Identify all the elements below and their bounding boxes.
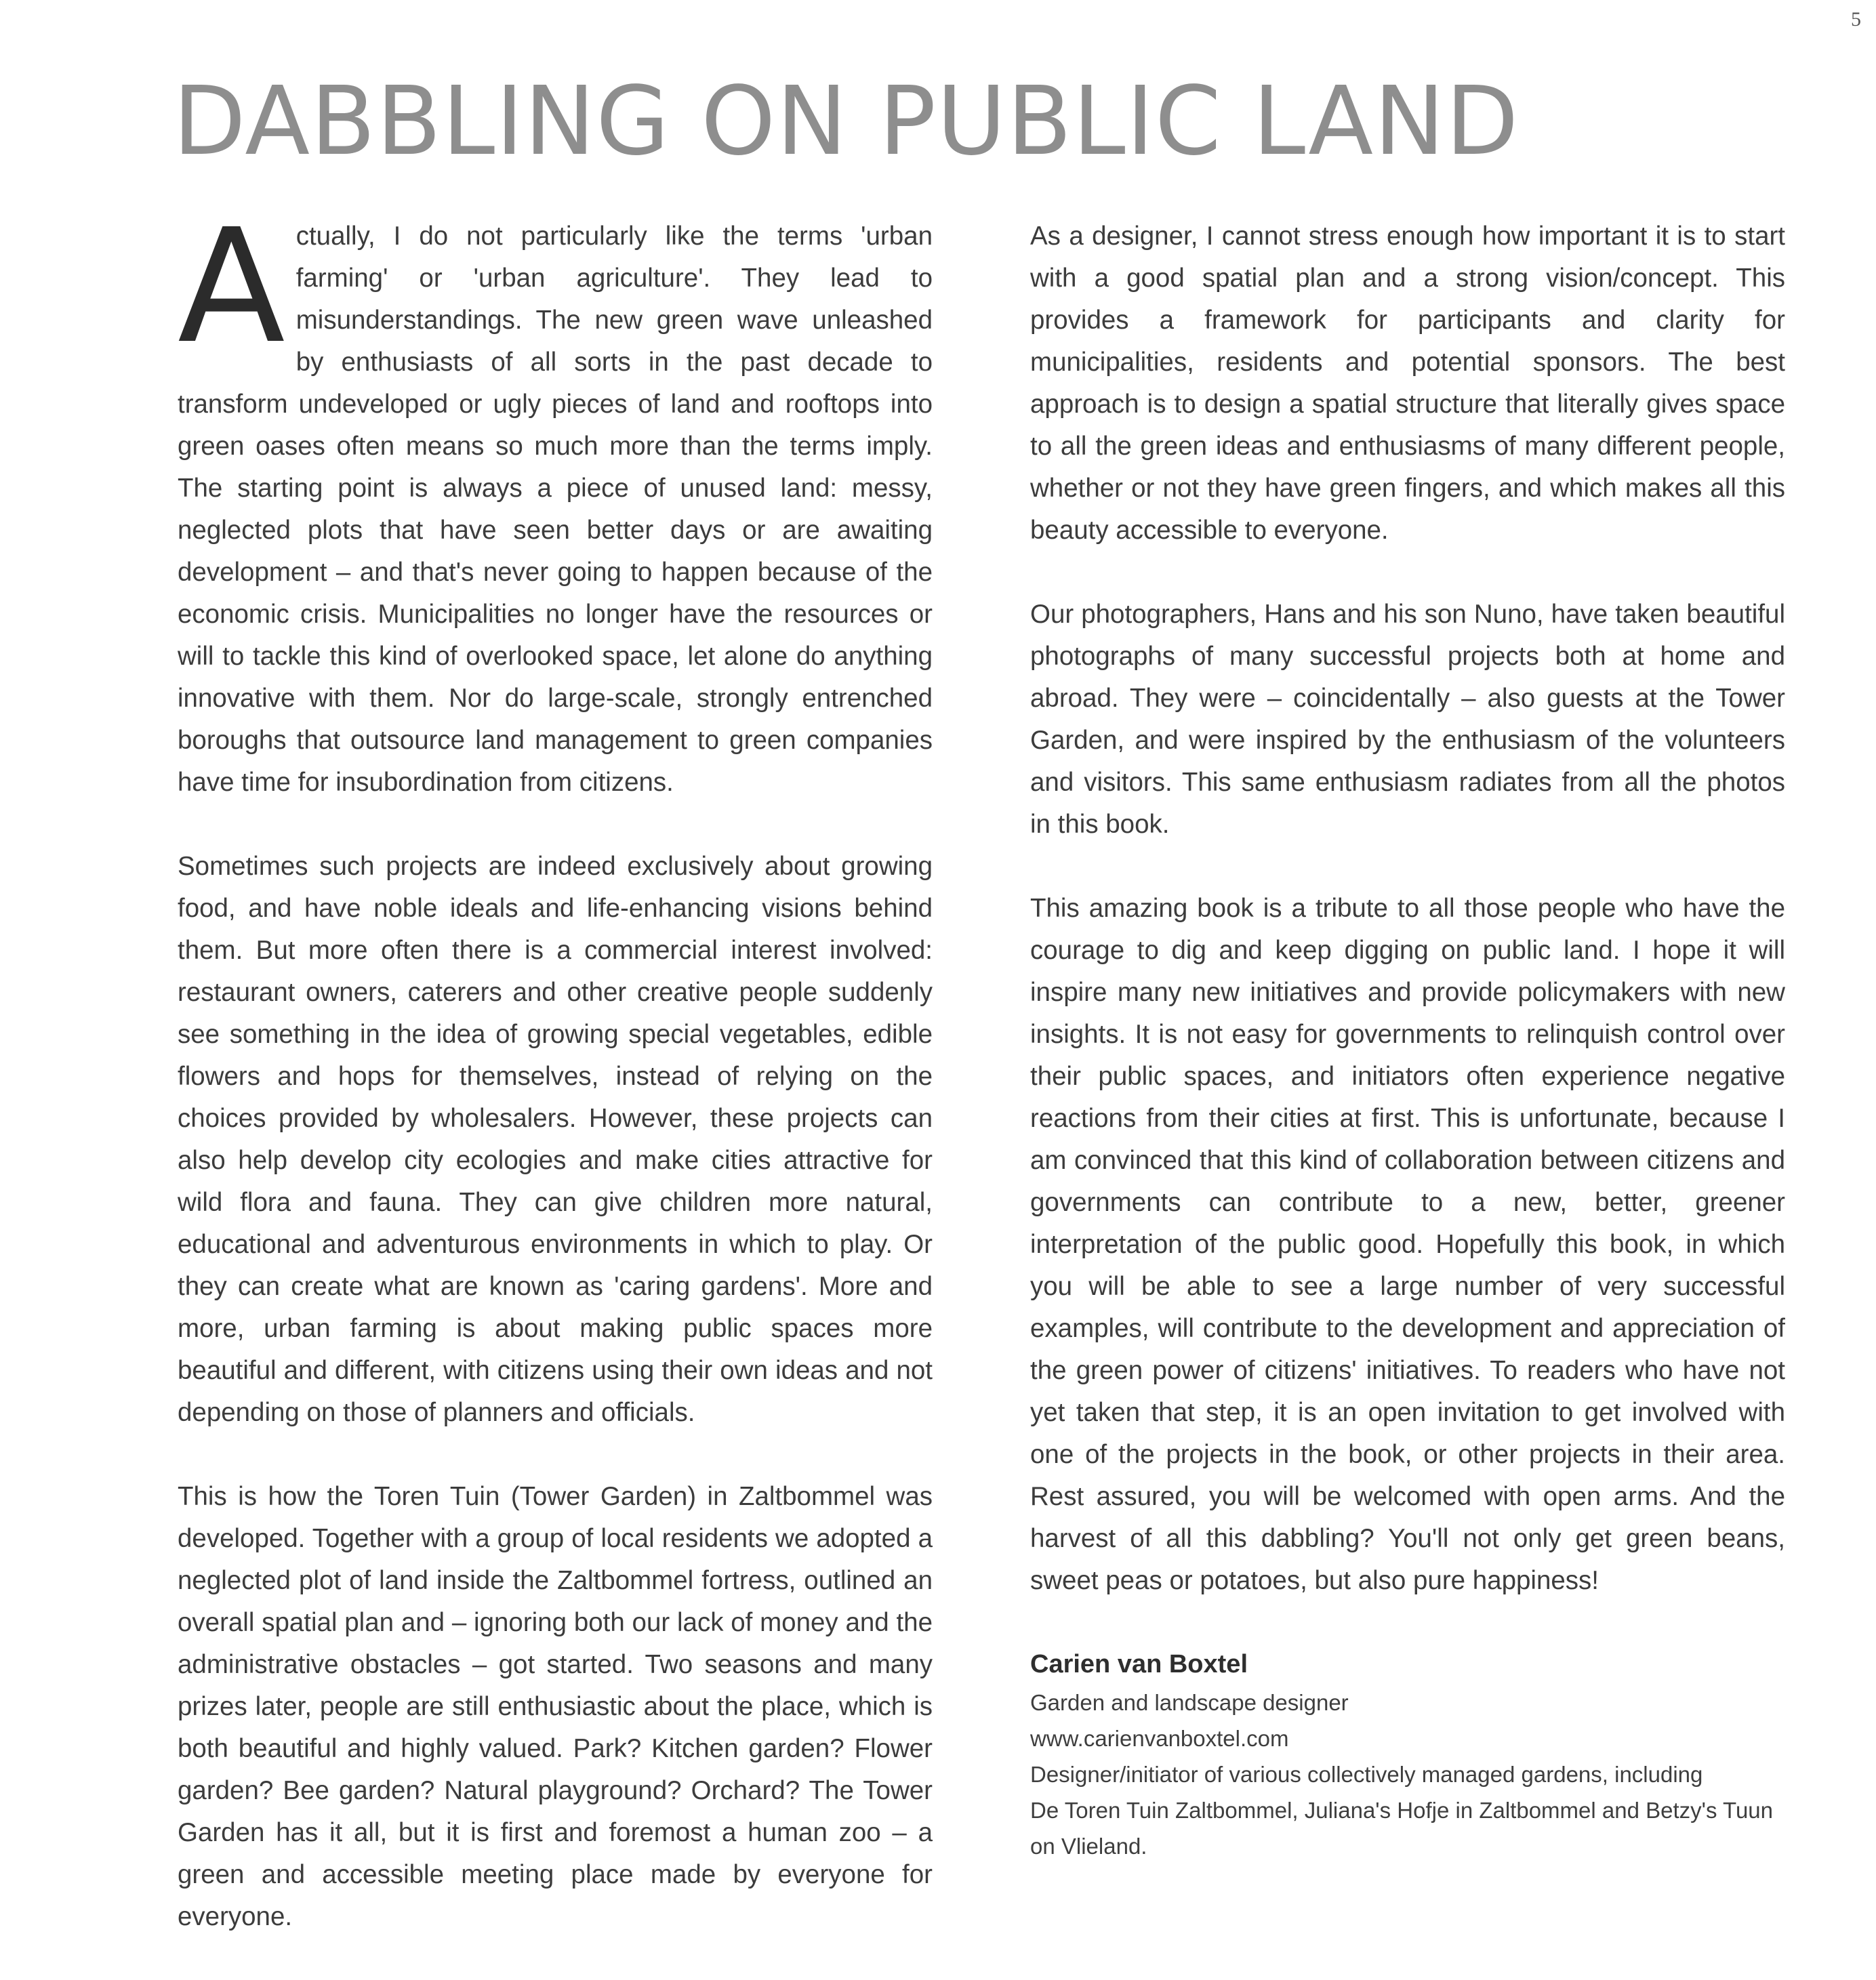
body-paragraph: Our photographers, Hans and his son Nuno, have taken beautiful photographs of many successful projects both at home and abroad. They were – coincidentally – also guests at the Tower Garden, and were inspired by the enthusiasm of the volunteers and visitors. This same enthusiasm radiates from all the photos in this book.: [1030, 600, 1785, 839]
intro-paragraph: Actually, I do not particularly like the terms 'urban farming' or 'urban agriculture'. They lead to misunderstandings. The new green wave unleashed by enthusiasts of all sorts in the past decade to transform undeveloped or ugly pieces of land and rooftops into green oases often means so much more than the terms imply. The starting point is always a piece of unused land: messy, neglected plots that have seen better days or are awaiting development – and that's never going to happen because of the economic crisis. Municipalities no longer have the resources or will to tackle this kind of overlooked space, let alone do anything innovative with them. Nor do large-scale, strongly entrenched boroughs that outsource land management to green companies have time for insubordination from citizens.: [178, 195, 933, 797]
body-paragraph: Sometimes such projects are indeed exclusively about growing food, and have noble ideals and life-enhancing visions behind them. But more often there is a commercial interest involved: restaurant owners, caterers and other creative people suddenly see something in the idea of growing special vegetables, edible flowers and hops for themselves, instead of relying on the choices provided by wholesalers. However, these projects can also help develop city ecologies and make cities attractive for wild flora and fauna. They can give children more natural, educational and adventurous environments in which to play. Or they can create what are known as 'caring gardens'. More and more, urban farming is about making public spaces more beautiful and different, with citizens using their own ideas and not depending on those of planners and officials.: [178, 852, 933, 1427]
author-signature: [1030, 1644, 1785, 1864]
author-role: Garden and landscape designer: [1030, 1690, 1349, 1715]
author-name: Carien van Boxtel: [1030, 1650, 1248, 1678]
author-description: on Vlieland.: [1030, 1834, 1147, 1859]
page-title: DABBLING ON PUBLIC LAND: [173, 66, 1520, 177]
left-column: [178, 195, 933, 1980]
author-website: www.carienvanboxtel.com: [1030, 1726, 1289, 1751]
page-number: 5: [1851, 8, 1861, 30]
author-description: De Toren Tuin Zaltbommel, Juliana's Hofje in Zaltbommel and Betzy's Tuun: [1030, 1798, 1774, 1823]
author-description: Designer/initiator of various collectively managed gardens, including: [1030, 1762, 1703, 1787]
body-paragraph: This is how the Toren Tuin (Tower Garden) in Zaltbommel was developed. Together with a group of local residents we adopted a neglected plot of land inside the Zaltbommel fortress, outlined an overall spatial plan and – ignoring both our lack of money and the administrative obstacles – got started. Two seasons and many prizes later, people are still enthusiastic about the place, which is both beautiful and highly valued. Park? Kitchen garden? Flower garden? Bee garden? Natural playground? Orchard? The Tower Garden has it all, but it is first and foremost a human zoo – a green and accessible meeting place made by everyone for everyone.: [178, 1482, 933, 1931]
body-paragraph: This amazing book is a tribute to all those people who have the courage to dig and keep digging on public land. I hope it will inspire many new initiatives and provide policymakers with new insights. It is not easy for governments to relinquish control over their public spaces, and initiators often experience negative reactions from their cities at first. This is unfortunate, because I am convinced that this kind of collaboration between citizens and governments can contribute to a new, better, greener interpretation of the public good. Hopefully this book, in which you will be able to see a large number of very successful examples, will contribute to the development and appreciation of the green power of citizens' initiatives. To readers who have not yet taken that step, it is an open invitation to get involved with one of the projects in the book, or other projects in their area. Rest assured, you will be welcomed with open arms. And the harvest of all this dabbling? You'll not only get green beans, sweet peas or potatoes, but also pure happiness!: [1030, 894, 1785, 1595]
body-paragraph: As a designer, I cannot stress enough how important it is to start with a good spatial plan and a strong vision/concept. This provides a framework for participants and clarity for municipalities, residents and potential sponsors. The best approach is to design a spatial structure that literally gives space to all the green ideas and enthusiasms of many different people, whether or not they have green fingers, and which makes all this beauty accessible to everyone.: [1030, 222, 1785, 545]
right-column: [1030, 215, 1785, 1864]
